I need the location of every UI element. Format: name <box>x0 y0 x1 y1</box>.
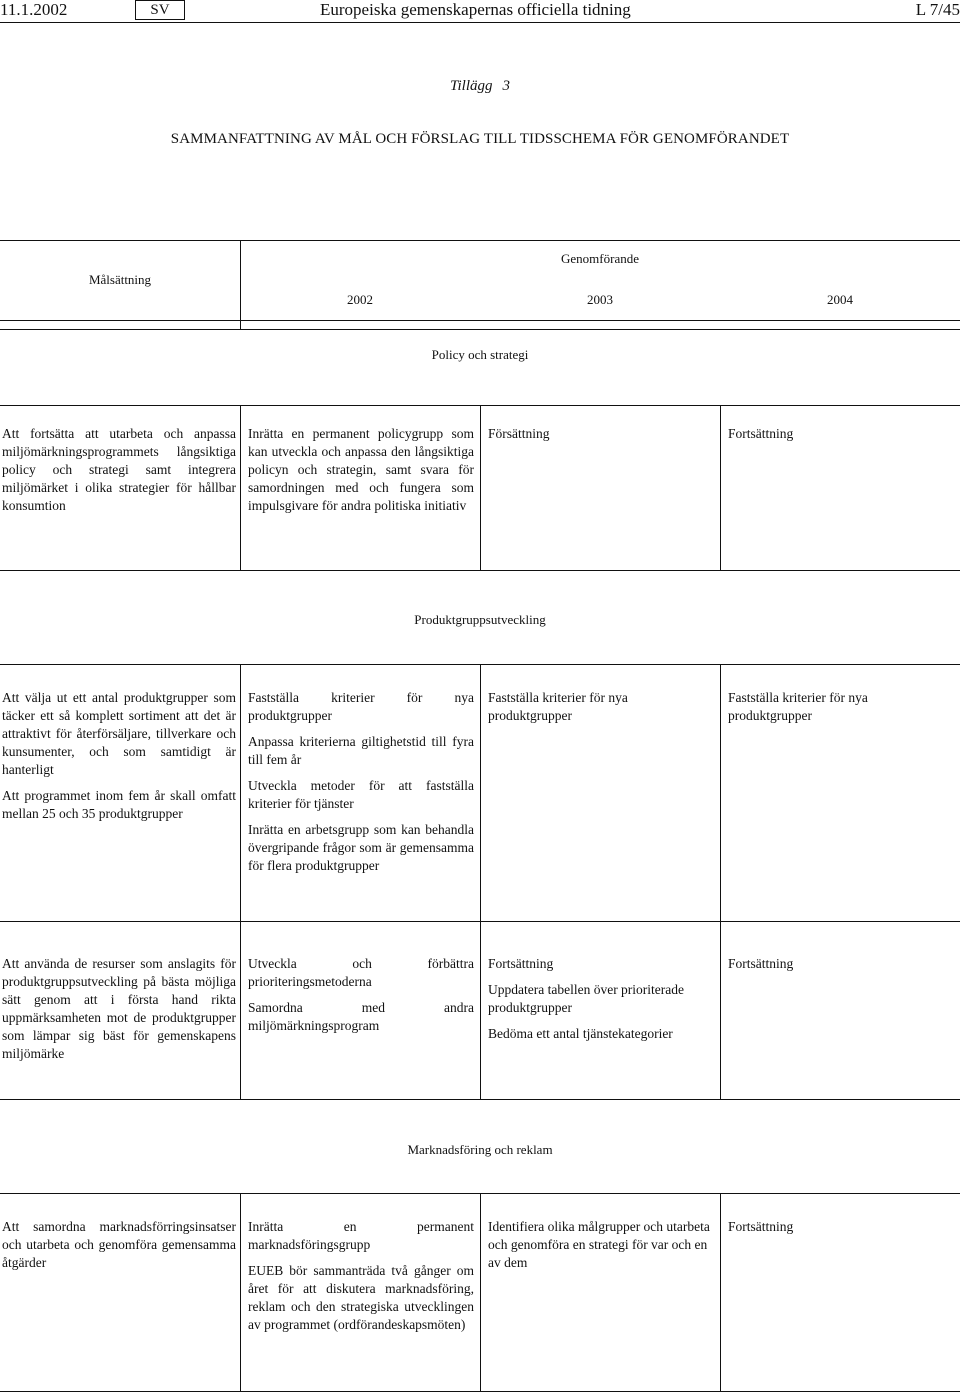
year-2004-cell <box>728 689 954 725</box>
cell-text: Att samordna marknadsförringsinsatser och utarbeta och genomföra gemensamma åtgärder <box>2 1219 236 1270</box>
year-2004-cell <box>728 955 954 973</box>
cell-text: Att programmet inom fem år skall omfatt mellan 25 och 35 produktgrupper <box>2 788 236 821</box>
column-header-year-2003: 2003 <box>587 292 613 307</box>
table-rule-header-2 <box>0 329 960 330</box>
column-header-implementation: Genomförande <box>561 251 639 266</box>
objective-cell <box>2 955 236 1063</box>
year-2003-cell <box>488 955 714 1043</box>
year-2002-cell <box>248 425 474 515</box>
year-2003-cell <box>488 689 714 725</box>
annex-label: Tillägg <box>449 78 493 94</box>
table-rule-top <box>0 240 960 241</box>
cell-text: Bedöma ett antal tjänstekategorier <box>488 1026 673 1041</box>
page-reference: L 7/45 <box>915 0 960 19</box>
cell-text: Fortsättning <box>728 1219 794 1234</box>
cell-text: EUEB bör sammanträda två gånger om året för att diskutera marknadsföring, reklam och den strategiska utvecklingen av programmet (ordförandeskapsmöten) <box>248 1263 474 1332</box>
cell-text: Fastställa kriterier för nya produktgrupper <box>728 690 868 723</box>
cell-text: Att fortsätta att utarbeta och anpassa miljömärkningsprogrammets långsiktiga policy och strategi samt integrera miljömärket i olika strategier för hållbar konsumtion <box>2 426 236 513</box>
document-title: SAMMANFATTNING AV MÅL OCH FÖRSLAG TILL TIDSSCHEMA FÖR GENOMFÖRANDET <box>170 131 790 147</box>
cell-text: Identifiera olika målgrupper och utarbeta och genomföra en strategi för var och en av dem <box>488 1219 710 1270</box>
year-2002-cell <box>248 1218 474 1334</box>
header-rule <box>0 22 960 23</box>
cell-text: Fastställa kriterier för nya produktgrupper <box>248 690 474 723</box>
cell-text: Fastställa kriterier för nya produktgrupper <box>488 690 628 723</box>
cell-text: Försättning <box>488 426 550 441</box>
year-2004-cell <box>728 1218 954 1236</box>
table-col-divider <box>480 1193 481 1391</box>
journal-header <box>0 0 960 22</box>
table-col-divider <box>720 1193 721 1391</box>
cell-text: Att använda de resurser som anslagits för produktgruppsutveckling på bästa möjliga sätt genom att i första hand rikta uppmärksamheten mot de produktgrupper som lämpar sig bäst för gemenskapens miljömärke <box>2 956 236 1061</box>
cell-text: Uppdatera tabellen över prioriterade produktgrupper <box>488 982 685 1015</box>
table-col-divider <box>240 1193 241 1391</box>
year-2002-cell <box>248 955 474 1035</box>
language-badge: SV <box>135 0 185 20</box>
table-col-divider <box>720 405 721 570</box>
table-col-divider <box>240 664 241 1099</box>
cell-text: Anpassa kriterierna giltighetstid till fyra till fem år <box>248 734 474 767</box>
table-col-divider <box>240 405 241 570</box>
cell-text: Att välja ut ett antal produktgrupper som täcker ett så komplett sortiment att det är attraktivt för återförsäljare, tillverkare och kunsumenter, och som samtidigt är hanterligt <box>2 690 236 777</box>
cell-text: Inrätta en permanent marknadsföringsgrupp <box>248 1219 474 1252</box>
publication-date: 11.1.2002 <box>0 0 68 19</box>
table-col-divider <box>480 664 481 1099</box>
objective-cell <box>2 1218 236 1272</box>
cell-text: Fortsättning <box>728 426 794 441</box>
table-rule-header <box>0 320 960 321</box>
annex-number: 3 <box>502 78 511 94</box>
table-rule-bottom <box>0 1391 960 1392</box>
cell-text: Inrätta en permanent policygrupp som kan utveckla och anpassa den långsiktiga policyn och strategin, samt svara för samordningen med och fungera som impulsgivare för andra politiska initiativ <box>248 426 474 513</box>
table-rule-row-1 <box>0 570 960 571</box>
year-2004-cell <box>728 425 954 443</box>
year-2003-cell <box>488 1218 714 1272</box>
cell-text: Inrätta en arbetsgrupp som kan behandla övergripande frågor som är gemensamma för flera produktgrupper <box>248 822 474 873</box>
section-title-policy: Policy och strategi <box>431 347 529 362</box>
section-title-marketing: Marknadsföring och reklam <box>407 1142 553 1157</box>
column-header-year-2002: 2002 <box>347 292 373 307</box>
cell-text: Samordna med andra miljömärkningsprogram <box>248 1000 474 1033</box>
cell-text: Utveckla och förbättra prioriteringsmetoderna <box>248 956 474 989</box>
column-header-objective: Målsättning <box>88 272 152 287</box>
annex-heading <box>0 78 960 95</box>
journal-title: Europeiska gemenskapernas officiella tidning <box>320 0 631 19</box>
table-col-divider <box>720 664 721 1099</box>
table-col-divider <box>480 405 481 570</box>
table-rule-row-3 <box>0 1099 960 1100</box>
objective-cell <box>2 425 236 515</box>
objective-cell <box>2 689 236 823</box>
column-header-year-2004: 2004 <box>827 292 853 307</box>
cell-text: Fortsättning <box>488 956 554 971</box>
year-2003-cell <box>488 425 714 443</box>
cell-text: Utveckla metoder för att fastställa kriterier för tjänster <box>248 778 474 811</box>
cell-text: Fortsättning <box>728 956 794 971</box>
year-2002-cell <box>248 689 474 875</box>
section-title-product-groups: Produktgruppsutveckling <box>414 612 546 627</box>
